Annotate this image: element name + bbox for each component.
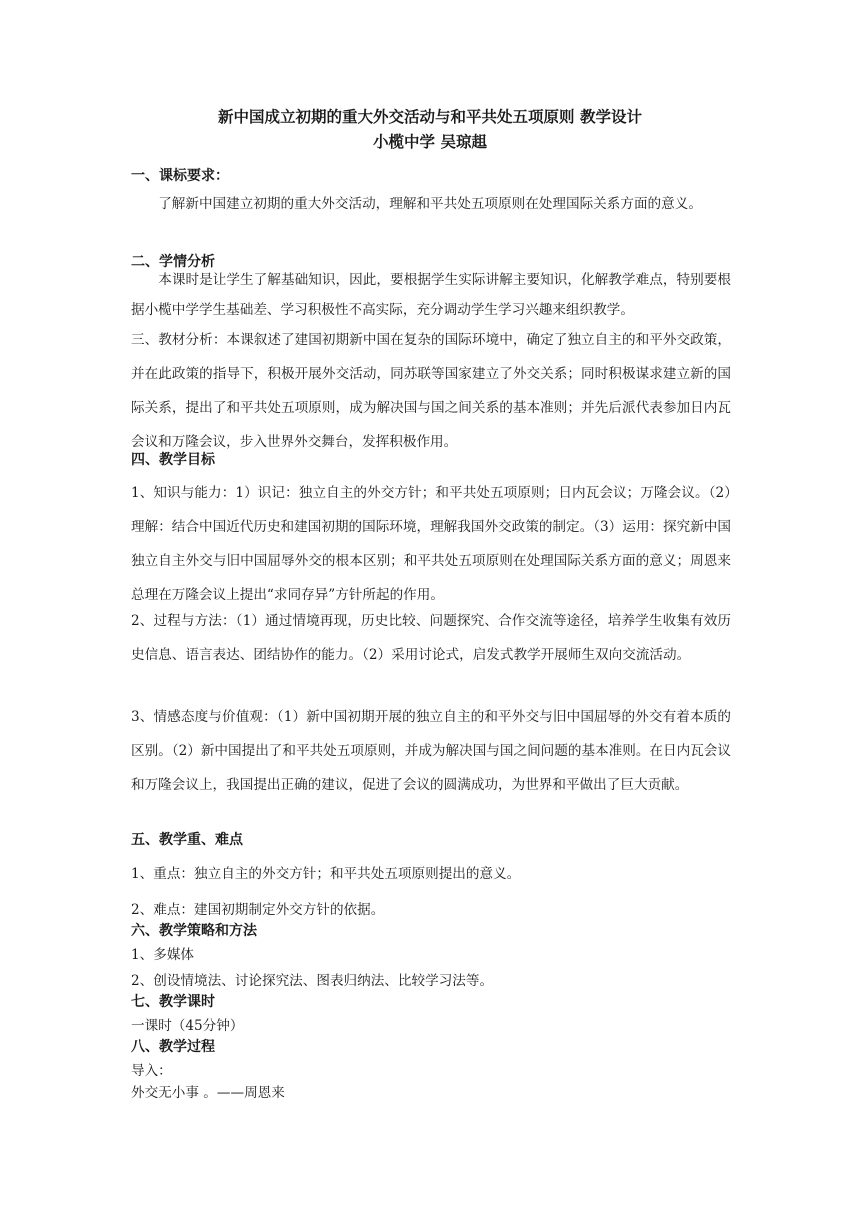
key-point-text: 1、重点：独立自主的外交方针；和平共处五项原则提出的意义。 (131, 866, 521, 882)
section-heading-class-hours: 七、教学课时 (131, 994, 215, 1010)
section-heading-objectives: 四、教学目标 (131, 452, 215, 468)
section-heading-teaching-process: 八、教学过程 (131, 1039, 215, 1055)
objective-process-text: 2、过程与方法：（1）通过情境再现，历史比较、问题探究、合作交流等途径，培养学生收集有效历史信息、语言表达、团结协作的能力。（2）采用讨论式，启发式教学开展师生双向交流活动。 (131, 613, 731, 663)
strategy-item-2: 2、创设情境法、讨论探究法、图表归纳法、比较学习法等。 (131, 973, 494, 989)
section-heading-student-analysis: 二、学情分析 (131, 254, 215, 270)
introduction-quote: 外交无小事 。——周恩来 (131, 1085, 285, 1101)
strategy-item-1: 1、多媒体 (131, 947, 195, 963)
textbook-analysis-text: 三、教材分析：本课叙述了建国初期新中国在复杂的国际环境中，确定了独立自主的和平外交政策，并在此政策的指导下，积极开展外交活动，同苏联等国家建立了外交关系；同时积极谋求建立新的国际关系，提出了和平共处五项原则，成为解决国与国之间关系的基本准则；并先后派代表参加日内瓦会议和万隆会议，步入世界外交舞台，发挥积极作用。 (131, 332, 731, 450)
class-hours-text: 一课时（45分钟） (131, 1018, 244, 1034)
section-heading-strategy: 六、教学策略和方法 (131, 923, 257, 939)
curriculum-text: 了解新中国建立初期的重大外交活动，理解和平共处五项原则在处理国际关系方面的意义。 (158, 196, 702, 212)
student-analysis-text: 本课时是让学生了解基础知识，因此，要根据学生实际讲解主要知识，化解教学难点，特别要根据小榄中学学生基础差、学习积极性不高实际，充分调动学生学习兴趣来组织教学。 (131, 272, 731, 318)
objective-attitude-text: 3、情感态度与价值观：（1）新中国初期开展的独立自主的和平外交与旧中国屈辱的外交有着本质的区别。（2）新中国提出了和平共处五项原则，并成为解决国与国之间问题的基本准则。在日内瓦会议和万隆会议上，我国提出正确的建议，促进了会议的圆满成功，为世界和平做出了巨大贡献。 (131, 709, 731, 793)
document-subtitle: 小榄中学 吴琼趄 (373, 133, 487, 151)
introduction-label: 导入： (131, 1063, 172, 1079)
objective-knowledge-text: 1、知识与能力：1）识记：独立自主的外交方针；和平共处五项原则；日内瓦会议；万隆会议。（2）理解：结合中国近代历史和建国初期的国际环境，理解我国外交政策的制定。（3）运用：探究新中国独立自主外交与旧中国屈辱外交的根本区别；和平共处五项原则在处理国际关系方面的意义；周恩来总理在万隆会议上提出“求同存异”方针所起的作用。 (131, 485, 731, 603)
document-title: 新中国成立初期的重大外交活动与和平共处五项原则 教学设计 (218, 108, 642, 126)
difficulty-text: 2、难点：建国初期制定外交方针的依据。 (131, 902, 385, 918)
section-heading-curriculum: 一、课标要求： (131, 168, 229, 184)
section-heading-key-points: 五、教学重、难点 (131, 832, 243, 848)
